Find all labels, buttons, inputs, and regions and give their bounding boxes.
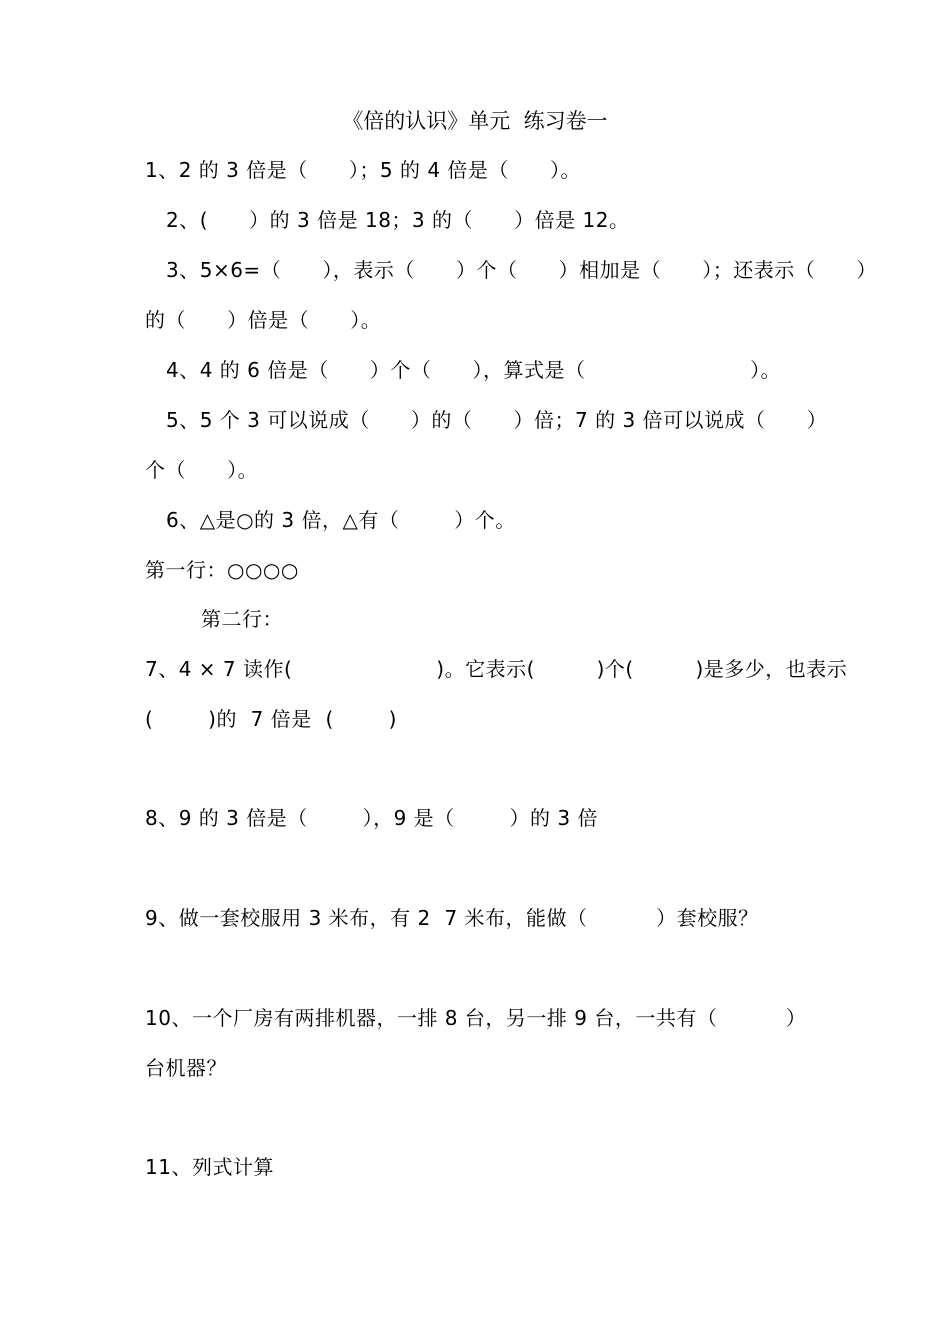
question-4: 4、4 的 6 倍是（ ）个（ ），算式是（ ）。 bbox=[166, 358, 782, 382]
question-10-line-1: 10、一个厂房有两排机器，一排 8 台，另一排 9 台，一共有（ ） bbox=[145, 1006, 807, 1030]
question-11: 11、列式计算 bbox=[145, 1155, 274, 1179]
question-1: 1、2 的 3 倍是（ ）；5 的 4 倍是（ ）。 bbox=[145, 158, 582, 182]
question-2: 2、( ）的 3 倍是 18；3 的（ ）倍是 12。 bbox=[166, 208, 630, 232]
row-one-label: 第一行：○○○○ bbox=[145, 558, 299, 582]
page-title: 《倍的认识》单元 练习卷一 bbox=[342, 109, 608, 133]
question-7-line-2: ( )的 7 倍是 ( ) bbox=[145, 707, 397, 731]
question-3-line-2: 的（ ）倍是（ ）。 bbox=[145, 308, 382, 332]
row-two-label: 第二行： bbox=[201, 607, 283, 631]
question-10-line-2: 台机器？ bbox=[145, 1056, 227, 1080]
question-8: 8、9 的 3 倍是（ ），9 是（ ）的 3 倍 bbox=[145, 806, 598, 830]
question-3-line-1: 3、5×6=（ ），表示（ ）个（ ）相加是（ ）；还表示（ ） bbox=[166, 258, 877, 282]
question-7-line-1: 7、4 × 7 读作( )。它表示( )个( )是多少，也表示 bbox=[145, 657, 848, 681]
question-6: 6、△是○的 3 倍，△有（ ）个。 bbox=[166, 508, 516, 532]
question-5-line-1: 5、5 个 3 可以说成（ ）的（ ）倍；7 的 3 倍可以说成（ ） bbox=[166, 408, 828, 432]
question-5-line-2: 个（ ）。 bbox=[145, 458, 259, 482]
question-9: 9、做一套校服用 3 米布，有 2 7 米布，能做（ ）套校服？ bbox=[145, 906, 759, 930]
